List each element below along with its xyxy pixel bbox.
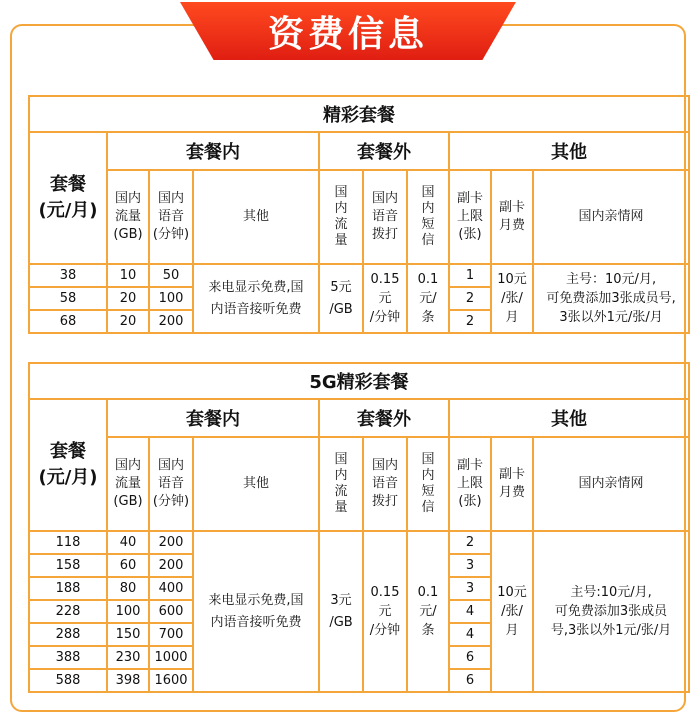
sub-limit-cell: 2 xyxy=(449,310,491,333)
sub-card-limit-header: 副卡 上限 (张) xyxy=(449,170,491,264)
out-voice-header: 国内 语音 拨打 xyxy=(363,170,407,264)
other-header: 其他 xyxy=(449,399,689,437)
out-data-header: 国 内 流 量 xyxy=(319,170,363,264)
in-package-header: 套餐内 xyxy=(107,399,319,437)
out-data-cell: 5元 /GB xyxy=(319,264,363,333)
data-cell: 100 xyxy=(107,600,149,623)
table-caption: 5G精彩套餐 xyxy=(29,363,689,399)
data-cell: 20 xyxy=(107,287,149,310)
sub-fee-cell: 10元 /张/ 月 xyxy=(491,264,533,333)
out-voice-header: 国内 语音 拨打 xyxy=(363,437,407,531)
data-cell: 150 xyxy=(107,623,149,646)
voice-cell: 1600 xyxy=(149,669,193,692)
package-cell: 38 xyxy=(29,264,107,287)
data-header: 国内 流量 (GB) xyxy=(107,437,149,531)
in-other-cell: 来电显示免费,国 内语音接听免费 xyxy=(193,264,319,333)
plan-table-standard xyxy=(28,95,690,334)
data-cell: 10 xyxy=(107,264,149,287)
voice-cell: 50 xyxy=(149,264,193,287)
out-package-header: 套餐外 xyxy=(319,132,449,170)
table-row xyxy=(29,264,689,287)
out-sms-header: 国 内 短 信 xyxy=(407,437,449,531)
sub-limit-cell: 3 xyxy=(449,577,491,600)
data-cell: 230 xyxy=(107,646,149,669)
sub-limit-cell: 6 xyxy=(449,669,491,692)
page-title: 资费信息 xyxy=(267,14,428,55)
out-voice-cell: 0.15 元 /分钟 xyxy=(363,531,407,692)
family-cell: 主号:10元/月, 可免费添加3张成员 号,3张以外1元/张/月 xyxy=(533,531,689,692)
family-cell: 主号：10元/月, 可免费添加3张成员号, 3张以外1元/张/月 xyxy=(533,264,689,333)
package-cell: 118 xyxy=(29,531,107,554)
package-cell: 188 xyxy=(29,577,107,600)
out-sms-cell: 0.1 元/ 条 xyxy=(407,264,449,333)
sub-limit-cell: 6 xyxy=(449,646,491,669)
package-cell: 58 xyxy=(29,287,107,310)
voice-header: 国内 语音 (分钟) xyxy=(149,437,193,531)
sub-limit-cell: 3 xyxy=(449,554,491,577)
data-cell: 40 xyxy=(107,531,149,554)
sub-limit-cell: 4 xyxy=(449,623,491,646)
in-other-header: 其他 xyxy=(193,170,319,264)
out-sms-header: 国 内 短 信 xyxy=(407,170,449,264)
voice-cell: 100 xyxy=(149,287,193,310)
sub-limit-cell: 2 xyxy=(449,531,491,554)
package-cell: 228 xyxy=(29,600,107,623)
package-cell: 288 xyxy=(29,623,107,646)
out-voice-cell: 0.15 元 /分钟 xyxy=(363,264,407,333)
package-header: 套餐 (元/月) xyxy=(29,132,107,264)
voice-cell: 1000 xyxy=(149,646,193,669)
voice-cell: 600 xyxy=(149,600,193,623)
out-sms-cell: 0.1 元/ 条 xyxy=(407,531,449,692)
voice-header: 国内 语音 (分钟) xyxy=(149,170,193,264)
data-header: 国内 流量 (GB) xyxy=(107,170,149,264)
package-header: 套餐 (元/月) xyxy=(29,399,107,531)
data-cell: 398 xyxy=(107,669,149,692)
sub-card-fee-header: 副卡 月费 xyxy=(491,170,533,264)
voice-cell: 200 xyxy=(149,531,193,554)
out-data-cell: 3元 /GB xyxy=(319,531,363,692)
voice-cell: 700 xyxy=(149,623,193,646)
sub-card-limit-header: 副卡 上限 (张) xyxy=(449,437,491,531)
sub-limit-cell: 4 xyxy=(449,600,491,623)
in-other-cell: 来电显示免费,国 内语音接听免费 xyxy=(193,531,319,692)
voice-cell: 200 xyxy=(149,554,193,577)
sub-card-fee-header: 副卡 月费 xyxy=(491,437,533,531)
in-package-header: 套餐内 xyxy=(107,132,319,170)
sub-limit-cell: 1 xyxy=(449,264,491,287)
plan-table-5g xyxy=(28,362,690,693)
package-cell: 68 xyxy=(29,310,107,333)
data-cell: 80 xyxy=(107,577,149,600)
out-package-header: 套餐外 xyxy=(319,399,449,437)
voice-cell: 400 xyxy=(149,577,193,600)
table-caption: 精彩套餐 xyxy=(29,96,689,132)
voice-cell: 200 xyxy=(149,310,193,333)
family-header: 国内亲情网 xyxy=(533,170,689,264)
package-cell: 588 xyxy=(29,669,107,692)
package-cell: 158 xyxy=(29,554,107,577)
package-cell: 388 xyxy=(29,646,107,669)
in-other-header: 其他 xyxy=(193,437,319,531)
data-cell: 20 xyxy=(107,310,149,333)
family-header: 国内亲情网 xyxy=(533,437,689,531)
sub-fee-cell: 10元 /张/ 月 xyxy=(491,531,533,692)
data-cell: 60 xyxy=(107,554,149,577)
sub-limit-cell: 2 xyxy=(449,287,491,310)
title-banner xyxy=(180,2,516,60)
out-data-header: 国 内 流 量 xyxy=(319,437,363,531)
table-row xyxy=(29,531,689,554)
other-header: 其他 xyxy=(449,132,689,170)
